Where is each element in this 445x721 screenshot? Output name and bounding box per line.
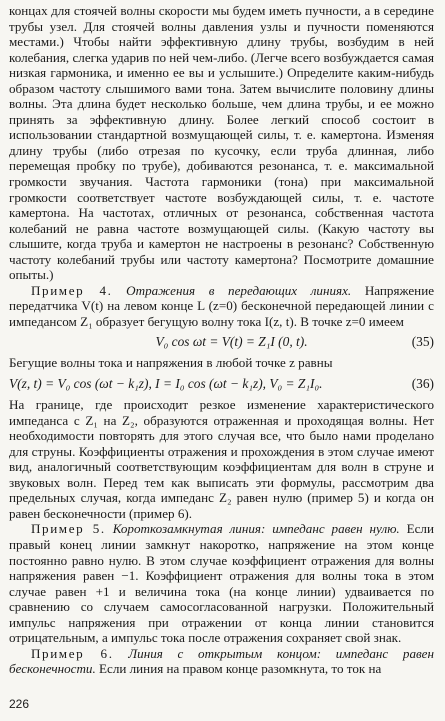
paragraph-boundary: На границе, где происходит резкое изменение характеристического импеданса с Z₁ на Z₂, образуются отраженная и проходящая волны. Нет необходимости повторять для этого случая все, что было нами проделано для струны. Коэффициенты отражения и прохождения в этом случае имеют вид, аналогичный соответствующим коэффициентам для волн в струне и звуковых волн. Перед тем как выписать эти формулы, рассмотрим два предельных случая, когда импеданс Z₂ равен нулю (пример 5) и когда он равен бесконечности (пример 6). [9, 397, 434, 521]
page-number: 226 [9, 697, 30, 711]
example-4-title: Отражения в передающих линиях. [126, 282, 352, 298]
paragraph-example-6 [9, 646, 434, 677]
equation-35-number: (35) [411, 334, 434, 350]
equation-36-expression: V(z, t) = V₀ cos (ωt − k₁z), I = I₀ cos (ωt − k₁z), V₀ = Z₁I₀. [9, 376, 323, 392]
example-6-text: Если линия на правом конце разомкнута, то ток на [99, 661, 382, 677]
example-4-lead: Пример 4. [31, 282, 113, 298]
paragraph-example-5 [9, 521, 434, 645]
example-5-title: Короткозамкнутая линия: импеданс равен нулю. [112, 521, 400, 537]
equation-35 [9, 334, 434, 350]
equation-36-number: (36) [411, 376, 434, 392]
example-5-text: Если правый конец линии замкнут накоротко, напряжение на этом конце постоянно равно нулю. В этом случае коэффициент отражения для волны напряжения равен −1. Коэффициент отражения для волны тока в этом случае равен +1 и величина тока (на конце линии) удваивается по сравнению со случаем самосогласованной нагрузки. Положительный импульс напряжения при отражении от конца линии становится отрицательным, а импульс тока после отражения сохраняет свой знак. [9, 521, 434, 646]
equation-35-expression: V₀ cos ωt = V(t) = Z₁I (0, t). [155, 334, 308, 350]
example-6-title: Линия с открытым концом: импеданс равен бесконечности. [9, 645, 434, 677]
paragraph-example-4 [9, 283, 434, 330]
paragraph-traveling-waves: Бегущие волны тока и напряжения в любой точке z равны [9, 355, 333, 371]
equation-36 [9, 376, 434, 392]
example-4-text: Напряжение передатчика V(t) на левом конце L (z=0) бесконечной передающей линии с импедансом Z₁ образует бегущую волну тока I(z, t). В точке z=0 имеем [9, 282, 435, 329]
example-6-lead: Пример 6. [31, 645, 114, 661]
example-5-lead: Пример 5. [31, 521, 106, 537]
paragraph-1: концах для стоячей волны скорости мы будем иметь пучности, а в середине трубы узел. Для стоячей волны давления узлы и пучности поменяются местами.) Чтобы найти эффективную длину трубы, возбудим в ней колебания, слегка ударив по ней чем-либо. (Легче всего возбуждается самая низкая гармоника, и именно ее вы и услышите.) Определите каким-нибудь образом частоту слышимого вами тона. Затем вычислите половину длины волны. Эта длина будет несколько больше, чем длина трубы, и ее можно принять за эффективную длину. Более легкий способ состоит в использовании стандартной возмущающей силы, т. е. камертона. Изменяя длину трубы (либо отрезая по кусочку, если труба длинная, либо перемещая пробку по трубе), добиваются резонанса, т. е. максимальной громкости звучания. Частота гармоники (тона) при максимальной громкости соответствует частоте возбуждающей силы, т. е. частоте камертона. На частотах, отличных от резонанса, собственная частота колебаний не равна частоте возмущающей силы. (Какую частоту вы слышите, когда труба и камертон не настроены в резонанс? Собственную частоту колебаний трубы или частоту камертона? Посмотрите домашние опыты.) [9, 3, 434, 283]
